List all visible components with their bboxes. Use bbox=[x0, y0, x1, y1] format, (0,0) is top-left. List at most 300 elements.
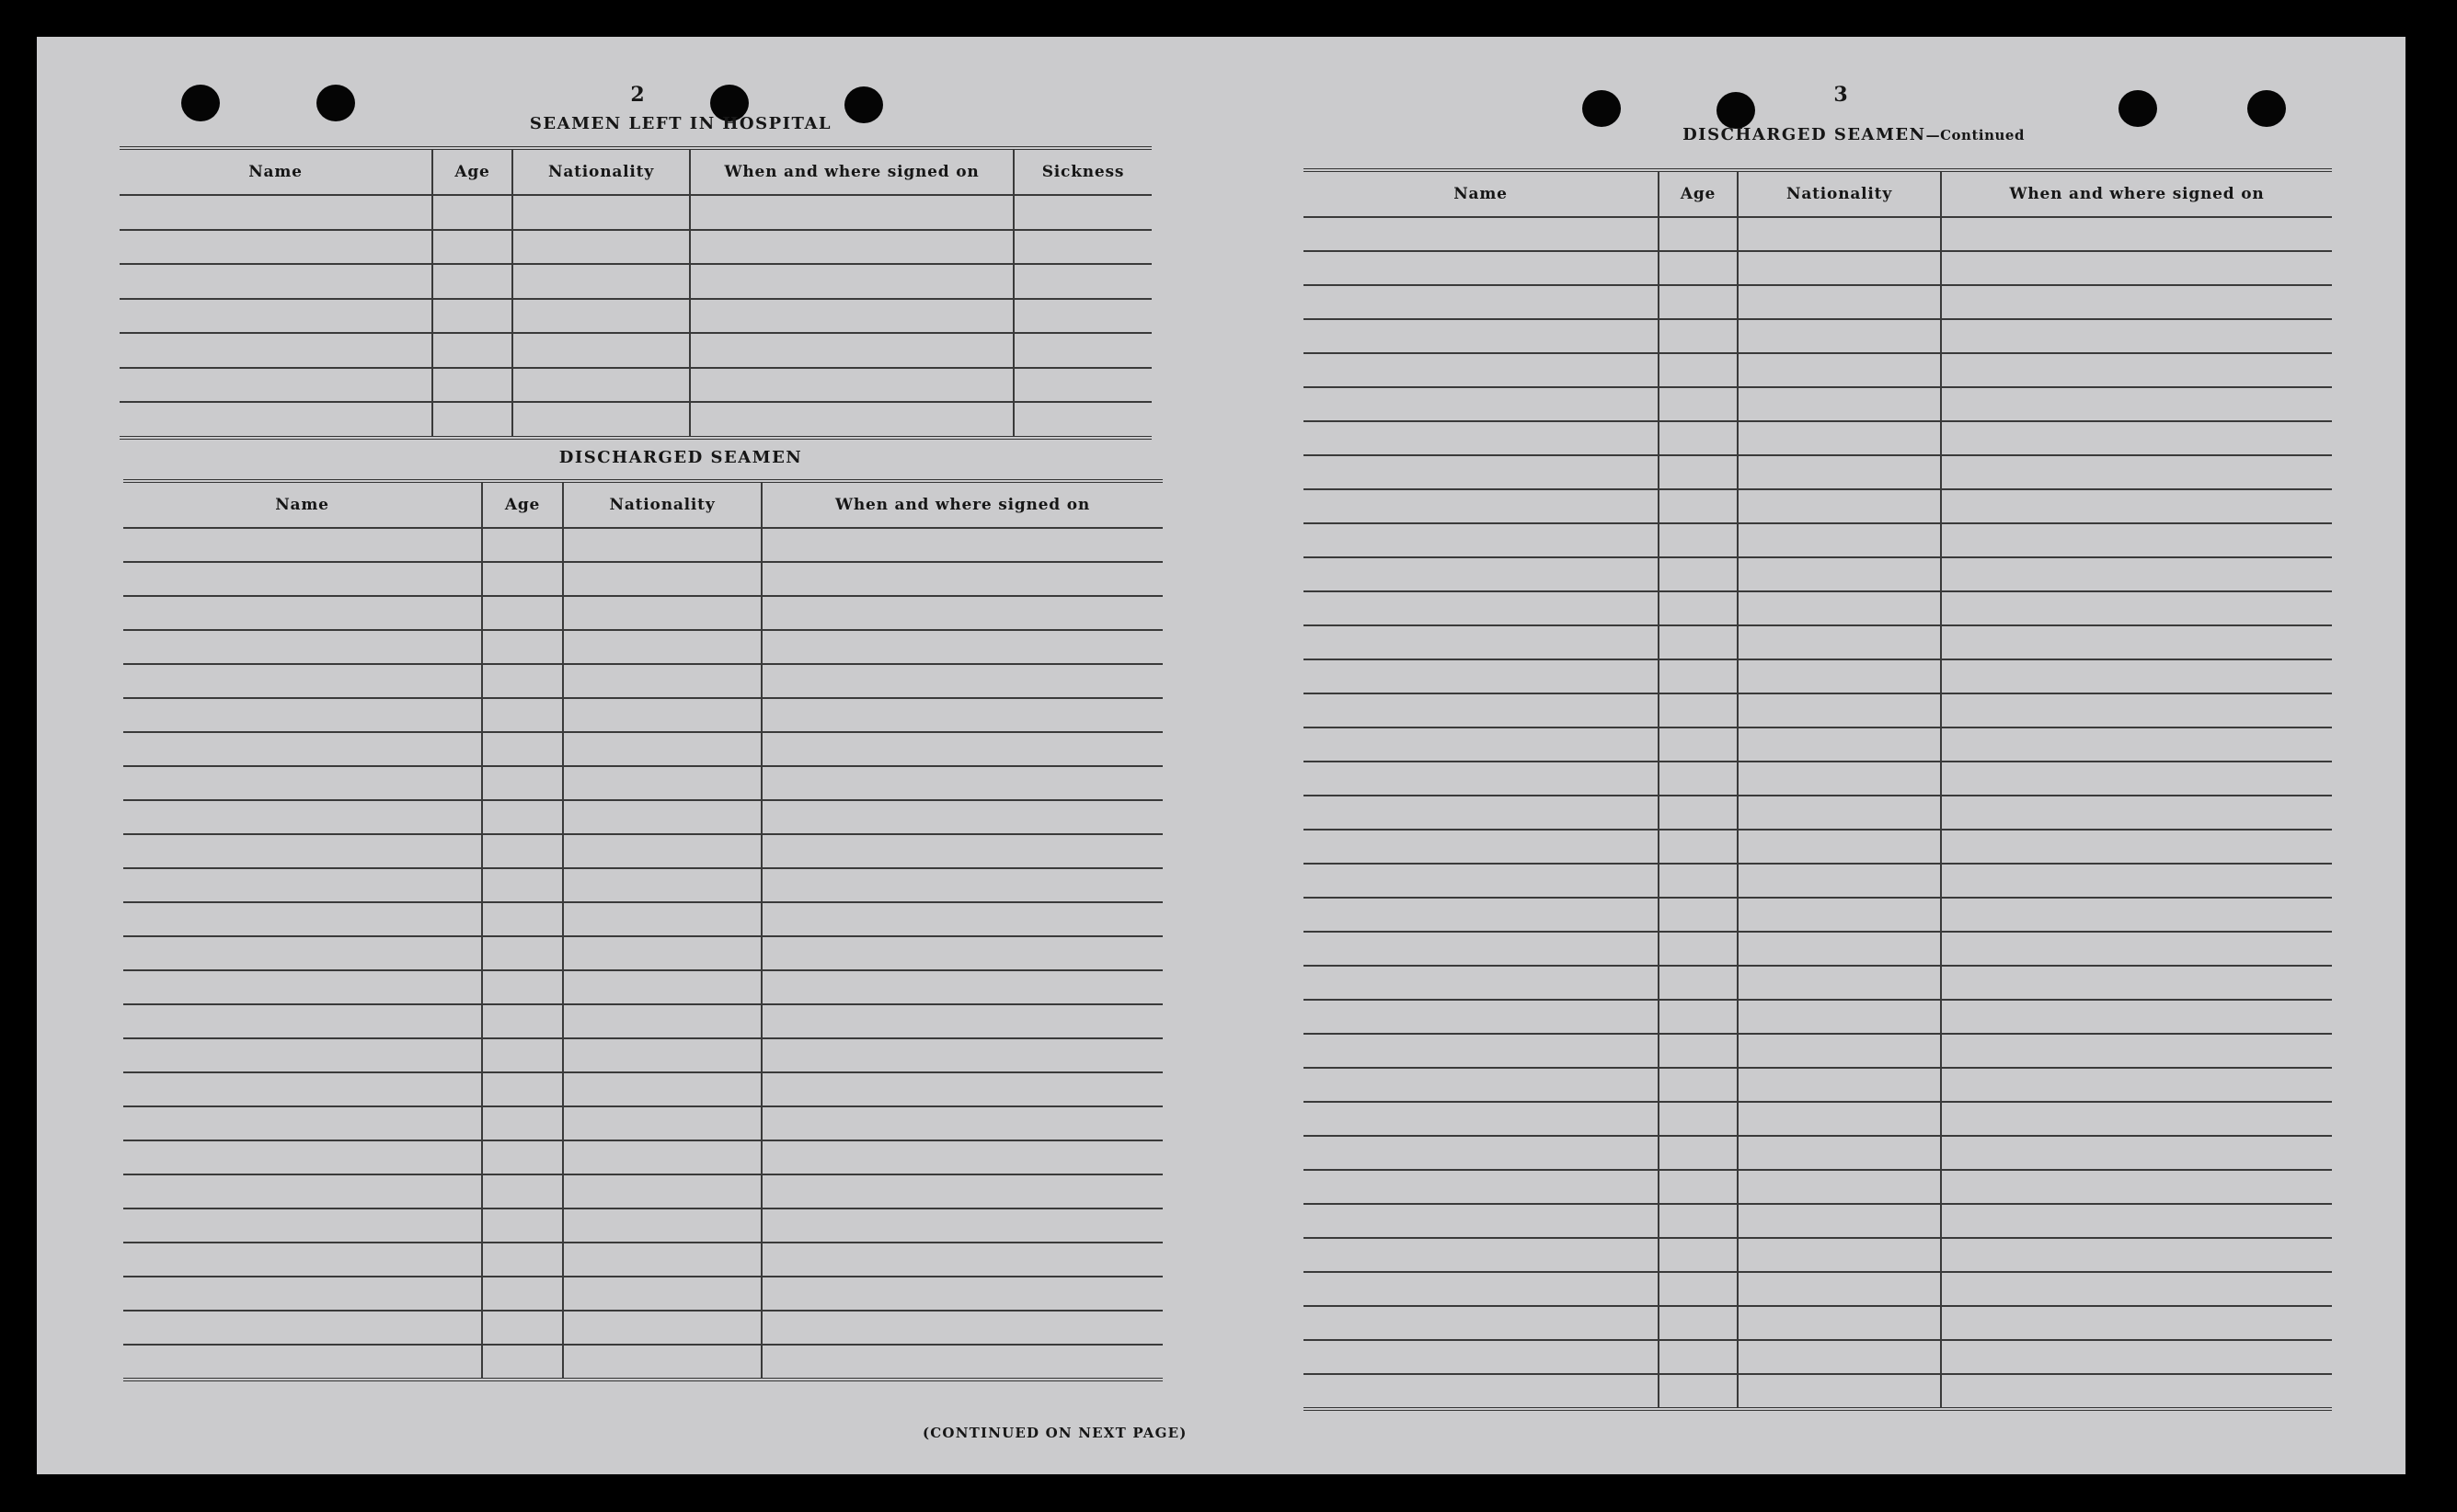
table-row bbox=[120, 402, 1152, 438]
punch-hole bbox=[1582, 90, 1621, 127]
blank-cell bbox=[1659, 1238, 1738, 1272]
blank-cell bbox=[123, 528, 482, 562]
column-header-nationality: Nationality bbox=[512, 148, 690, 195]
column-header-age: Age bbox=[432, 148, 512, 195]
blank-cell bbox=[482, 1277, 563, 1311]
table-row bbox=[1303, 1034, 2332, 1068]
blank-cell bbox=[1738, 217, 1941, 251]
blank-cell bbox=[512, 230, 690, 265]
blank-cell bbox=[1941, 762, 2332, 796]
blank-cell bbox=[1738, 966, 1941, 1000]
blank-cell bbox=[690, 195, 1014, 230]
table-row bbox=[123, 1277, 1163, 1311]
blank-cell bbox=[1738, 557, 1941, 591]
blank-cell bbox=[482, 800, 563, 834]
blank-cell bbox=[1941, 217, 2332, 251]
blank-cell bbox=[1659, 1136, 1738, 1170]
blank-cell bbox=[563, 1004, 762, 1038]
blank-cell bbox=[563, 528, 762, 562]
table-row bbox=[123, 1208, 1163, 1243]
column-header-age: Age bbox=[1659, 170, 1738, 217]
table-row bbox=[123, 970, 1163, 1004]
blank-cell bbox=[762, 1345, 1163, 1380]
blank-cell bbox=[690, 264, 1014, 299]
blank-cell bbox=[1941, 523, 2332, 557]
table-row bbox=[123, 834, 1163, 868]
blank-cell bbox=[1659, 523, 1738, 557]
blank-cell bbox=[762, 1277, 1163, 1311]
blank-cell bbox=[123, 1277, 482, 1311]
blank-cell bbox=[1738, 1068, 1941, 1102]
blank-cell bbox=[1303, 898, 1659, 932]
column-header-name: Name bbox=[1303, 170, 1659, 217]
table-row bbox=[1303, 353, 2332, 387]
table-row bbox=[1303, 1102, 2332, 1136]
table-row bbox=[1303, 966, 2332, 1000]
blank-cell bbox=[1659, 455, 1738, 489]
blank-cell bbox=[1659, 217, 1738, 251]
column-header-name: Name bbox=[123, 481, 482, 528]
blank-cell bbox=[120, 368, 432, 403]
table-row bbox=[1303, 796, 2332, 830]
blank-cell bbox=[482, 1311, 563, 1345]
blank-cell bbox=[512, 333, 690, 368]
blank-cell bbox=[1303, 591, 1659, 625]
blank-cell bbox=[762, 630, 1163, 664]
blank-cell bbox=[1303, 319, 1659, 353]
table-row bbox=[1303, 898, 2332, 932]
blank-cell bbox=[1659, 796, 1738, 830]
blank-cell bbox=[123, 1004, 482, 1038]
blank-cell bbox=[482, 630, 563, 664]
blank-cell bbox=[482, 868, 563, 902]
blank-cell bbox=[482, 936, 563, 970]
table-row bbox=[1303, 1374, 2332, 1409]
blank-cell bbox=[563, 1106, 762, 1140]
table-row bbox=[120, 368, 1152, 403]
blank-cell bbox=[1303, 830, 1659, 864]
blank-cell bbox=[1941, 591, 2332, 625]
blank-cell bbox=[563, 970, 762, 1004]
blank-cell bbox=[432, 333, 512, 368]
blank-cell bbox=[1659, 591, 1738, 625]
blank-cell bbox=[482, 1243, 563, 1277]
blank-cell bbox=[1303, 1068, 1659, 1102]
blank-cell bbox=[482, 902, 563, 936]
blank-cell bbox=[1659, 966, 1738, 1000]
blank-cell bbox=[1941, 693, 2332, 727]
blank-cell bbox=[1738, 1170, 1941, 1204]
table-row bbox=[1303, 1170, 2332, 1204]
blank-cell bbox=[1303, 1306, 1659, 1340]
discharged-rows-right bbox=[1303, 217, 2332, 1409]
table-row bbox=[1303, 489, 2332, 523]
blank-cell bbox=[563, 766, 762, 800]
table-row bbox=[123, 698, 1163, 732]
blank-cell bbox=[1014, 333, 1152, 368]
discharged-table-left bbox=[123, 479, 1163, 1381]
table-row bbox=[1303, 285, 2332, 319]
table-row bbox=[120, 195, 1152, 230]
blank-cell bbox=[1659, 1374, 1738, 1409]
blank-cell bbox=[1303, 864, 1659, 898]
hospital-rows bbox=[120, 195, 1152, 438]
blank-cell bbox=[123, 1208, 482, 1243]
blank-cell bbox=[762, 1038, 1163, 1072]
blank-cell bbox=[123, 732, 482, 766]
blank-cell bbox=[1738, 762, 1941, 796]
blank-cell bbox=[1738, 489, 1941, 523]
blank-cell bbox=[1941, 387, 2332, 421]
blank-cell bbox=[1659, 898, 1738, 932]
blank-cell bbox=[1659, 1068, 1738, 1102]
blank-cell bbox=[123, 766, 482, 800]
blank-cell bbox=[432, 368, 512, 403]
blank-cell bbox=[123, 1072, 482, 1106]
blank-cell bbox=[123, 1174, 482, 1208]
blank-cell bbox=[1738, 523, 1941, 557]
blank-cell bbox=[762, 664, 1163, 698]
blank-cell bbox=[762, 1174, 1163, 1208]
blank-cell bbox=[512, 402, 690, 438]
blank-cell bbox=[563, 800, 762, 834]
table-row bbox=[1303, 387, 2332, 421]
blank-cell bbox=[1941, 727, 2332, 762]
blank-cell bbox=[1303, 727, 1659, 762]
blank-cell bbox=[1738, 1272, 1941, 1306]
punch-hole bbox=[2247, 90, 2286, 127]
blank-cell bbox=[1738, 319, 1941, 353]
table-row bbox=[1303, 1000, 2332, 1034]
blank-cell bbox=[120, 230, 432, 265]
blank-cell bbox=[1303, 285, 1659, 319]
blank-cell bbox=[1303, 387, 1659, 421]
punch-hole bbox=[2118, 90, 2157, 127]
blank-cell bbox=[1738, 898, 1941, 932]
blank-cell bbox=[690, 333, 1014, 368]
blank-cell bbox=[563, 596, 762, 630]
blank-cell bbox=[123, 1038, 482, 1072]
column-header-sickness: Sickness bbox=[1014, 148, 1152, 195]
blank-cell bbox=[1659, 353, 1738, 387]
blank-cell bbox=[1738, 1238, 1941, 1272]
blank-cell bbox=[1659, 285, 1738, 319]
blank-cell bbox=[563, 562, 762, 596]
blank-cell bbox=[1738, 455, 1941, 489]
table-row bbox=[123, 766, 1163, 800]
blank-cell bbox=[1738, 421, 1941, 455]
table-row bbox=[123, 1311, 1163, 1345]
blank-cell bbox=[1738, 727, 1941, 762]
blank-cell bbox=[1303, 455, 1659, 489]
blank-cell bbox=[762, 1208, 1163, 1243]
blank-cell bbox=[1303, 1272, 1659, 1306]
page-number-right: 3 bbox=[1833, 83, 1848, 107]
blank-cell bbox=[1941, 251, 2332, 285]
table-row bbox=[123, 664, 1163, 698]
blank-cell bbox=[1738, 1204, 1941, 1238]
blank-cell bbox=[563, 1208, 762, 1243]
discharged-continued-title-text: DISCHARGED SEAMEN bbox=[1682, 125, 1926, 144]
blank-cell bbox=[1941, 659, 2332, 693]
blank-cell bbox=[482, 596, 563, 630]
blank-cell bbox=[1738, 591, 1941, 625]
continued-suffix: —Continued bbox=[1925, 127, 2025, 143]
table-row bbox=[123, 596, 1163, 630]
blank-cell bbox=[1303, 659, 1659, 693]
blank-cell bbox=[1303, 1170, 1659, 1204]
blank-cell bbox=[1303, 1238, 1659, 1272]
blank-cell bbox=[1941, 1204, 2332, 1238]
blank-cell bbox=[1303, 421, 1659, 455]
blank-cell bbox=[1738, 1306, 1941, 1340]
table-row bbox=[123, 1004, 1163, 1038]
blank-cell bbox=[563, 1174, 762, 1208]
blank-cell bbox=[1659, 1170, 1738, 1204]
blank-cell bbox=[1738, 864, 1941, 898]
blank-cell bbox=[1014, 264, 1152, 299]
table-row bbox=[1303, 557, 2332, 591]
blank-cell bbox=[1941, 455, 2332, 489]
blank-cell bbox=[1941, 1238, 2332, 1272]
blank-cell bbox=[1303, 1000, 1659, 1034]
table-row bbox=[1303, 455, 2332, 489]
blank-cell bbox=[123, 834, 482, 868]
blank-cell bbox=[1303, 625, 1659, 659]
blank-cell bbox=[1941, 1170, 2332, 1204]
blank-cell bbox=[563, 834, 762, 868]
blank-cell bbox=[1303, 557, 1659, 591]
table-row bbox=[123, 1174, 1163, 1208]
blank-cell bbox=[1941, 864, 2332, 898]
blank-cell bbox=[120, 333, 432, 368]
table-row bbox=[123, 800, 1163, 834]
table-row bbox=[123, 1106, 1163, 1140]
blank-cell bbox=[762, 1072, 1163, 1106]
table-row bbox=[123, 1038, 1163, 1072]
blank-cell bbox=[1659, 319, 1738, 353]
blank-cell bbox=[123, 664, 482, 698]
blank-cell bbox=[762, 528, 1163, 562]
blank-cell bbox=[1303, 762, 1659, 796]
blank-cell bbox=[762, 800, 1163, 834]
table-row bbox=[1303, 591, 2332, 625]
blank-cell bbox=[1738, 1034, 1941, 1068]
blank-cell bbox=[1738, 285, 1941, 319]
blank-cell bbox=[1014, 402, 1152, 438]
blank-cell bbox=[762, 732, 1163, 766]
blank-cell bbox=[762, 1243, 1163, 1277]
blank-cell bbox=[1941, 557, 2332, 591]
table-row bbox=[1303, 727, 2332, 762]
table-row bbox=[123, 1140, 1163, 1174]
table-row bbox=[1303, 1238, 2332, 1272]
blank-cell bbox=[1303, 1102, 1659, 1136]
blank-cell bbox=[1738, 932, 1941, 966]
blank-cell bbox=[1014, 230, 1152, 265]
blank-cell bbox=[1738, 251, 1941, 285]
blank-cell bbox=[1738, 625, 1941, 659]
table-row bbox=[123, 1243, 1163, 1277]
blank-cell bbox=[1941, 1000, 2332, 1034]
table-row bbox=[1303, 251, 2332, 285]
blank-cell bbox=[123, 1345, 482, 1380]
blank-cell bbox=[120, 402, 432, 438]
blank-cell bbox=[123, 630, 482, 664]
blank-cell bbox=[123, 596, 482, 630]
table-row bbox=[1303, 830, 2332, 864]
blank-cell bbox=[762, 596, 1163, 630]
blank-cell bbox=[432, 264, 512, 299]
blank-cell bbox=[123, 902, 482, 936]
blank-cell bbox=[1941, 353, 2332, 387]
discharged-table-right bbox=[1303, 168, 2332, 1411]
table-row bbox=[123, 1345, 1163, 1380]
punch-hole bbox=[181, 85, 220, 121]
blank-cell bbox=[762, 1311, 1163, 1345]
blank-cell bbox=[563, 664, 762, 698]
blank-cell bbox=[1303, 1204, 1659, 1238]
blank-cell bbox=[123, 868, 482, 902]
blank-cell bbox=[1303, 217, 1659, 251]
blank-cell bbox=[1738, 1374, 1941, 1409]
ledger-sheet bbox=[37, 37, 2405, 1474]
table-row bbox=[1303, 659, 2332, 693]
table-row bbox=[123, 936, 1163, 970]
blank-cell bbox=[1303, 489, 1659, 523]
blank-cell bbox=[563, 936, 762, 970]
blank-cell bbox=[563, 902, 762, 936]
blank-cell bbox=[1303, 966, 1659, 1000]
blank-cell bbox=[690, 402, 1014, 438]
blank-cell bbox=[432, 299, 512, 334]
column-header-signed-on: When and where signed on bbox=[762, 481, 1163, 528]
blank-cell bbox=[1659, 1204, 1738, 1238]
blank-cell bbox=[1303, 693, 1659, 727]
blank-cell bbox=[482, 1208, 563, 1243]
blank-cell bbox=[1659, 1102, 1738, 1136]
blank-cell bbox=[1941, 1136, 2332, 1170]
blank-cell bbox=[1941, 1340, 2332, 1374]
table-row bbox=[1303, 762, 2332, 796]
blank-cell bbox=[512, 264, 690, 299]
table-row bbox=[1303, 523, 2332, 557]
blank-cell bbox=[123, 1311, 482, 1345]
blank-cell bbox=[762, 970, 1163, 1004]
blank-cell bbox=[1941, 285, 2332, 319]
discharged-section-title: DISCHARGED SEAMEN bbox=[558, 448, 803, 467]
blank-cell bbox=[1941, 796, 2332, 830]
blank-cell bbox=[690, 299, 1014, 334]
blank-cell bbox=[1303, 1136, 1659, 1170]
blank-cell bbox=[1738, 830, 1941, 864]
blank-cell bbox=[482, 1345, 563, 1380]
blank-cell bbox=[563, 630, 762, 664]
blank-cell bbox=[482, 766, 563, 800]
continued-note: (CONTINUED ON NEXT PAGE) bbox=[923, 1425, 1188, 1441]
blank-cell bbox=[690, 230, 1014, 265]
table-row bbox=[1303, 625, 2332, 659]
blank-cell bbox=[762, 766, 1163, 800]
blank-cell bbox=[1738, 1000, 1941, 1034]
blank-cell bbox=[482, 1106, 563, 1140]
column-header-signed-on: When and where signed on bbox=[1941, 170, 2332, 217]
blank-cell bbox=[1738, 1102, 1941, 1136]
blank-cell bbox=[1659, 693, 1738, 727]
blank-cell bbox=[1014, 195, 1152, 230]
blank-cell bbox=[1659, 762, 1738, 796]
blank-cell bbox=[563, 1072, 762, 1106]
table-row bbox=[1303, 693, 2332, 727]
blank-cell bbox=[1738, 1136, 1941, 1170]
column-header-signed-on: When and where signed on bbox=[690, 148, 1014, 195]
blank-cell bbox=[482, 1038, 563, 1072]
table-row bbox=[123, 528, 1163, 562]
blank-cell bbox=[762, 562, 1163, 596]
blank-cell bbox=[563, 1243, 762, 1277]
column-header-age: Age bbox=[482, 481, 563, 528]
blank-cell bbox=[762, 698, 1163, 732]
table-row bbox=[1303, 932, 2332, 966]
blank-cell bbox=[1303, 353, 1659, 387]
discharged-continued-title bbox=[1532, 125, 2176, 144]
blank-cell bbox=[123, 698, 482, 732]
table-row bbox=[1303, 1306, 2332, 1340]
table-row bbox=[120, 230, 1152, 265]
blank-cell bbox=[123, 1140, 482, 1174]
blank-cell bbox=[1659, 557, 1738, 591]
blank-cell bbox=[762, 1140, 1163, 1174]
blank-cell bbox=[1659, 251, 1738, 285]
blank-cell bbox=[1738, 1340, 1941, 1374]
blank-cell bbox=[1659, 387, 1738, 421]
blank-cell bbox=[1659, 1000, 1738, 1034]
table-row bbox=[123, 868, 1163, 902]
column-header-nationality: Nationality bbox=[563, 481, 762, 528]
blank-cell bbox=[1303, 932, 1659, 966]
blank-cell bbox=[482, 1004, 563, 1038]
blank-cell bbox=[432, 195, 512, 230]
blank-cell bbox=[120, 299, 432, 334]
blank-cell bbox=[563, 732, 762, 766]
blank-cell bbox=[1941, 1068, 2332, 1102]
blank-cell bbox=[482, 562, 563, 596]
blank-cell bbox=[1303, 1034, 1659, 1068]
blank-cell bbox=[482, 834, 563, 868]
blank-cell bbox=[1659, 864, 1738, 898]
blank-cell bbox=[1941, 1374, 2332, 1409]
blank-cell bbox=[1659, 727, 1738, 762]
blank-cell bbox=[1659, 1306, 1738, 1340]
table-row bbox=[1303, 217, 2332, 251]
blank-cell bbox=[1303, 251, 1659, 285]
table-row bbox=[1303, 1204, 2332, 1238]
blank-cell bbox=[482, 1072, 563, 1106]
blank-cell bbox=[482, 1140, 563, 1174]
blank-cell bbox=[1941, 898, 2332, 932]
blank-cell bbox=[1941, 932, 2332, 966]
blank-cell bbox=[512, 368, 690, 403]
blank-cell bbox=[1738, 693, 1941, 727]
blank-cell bbox=[432, 230, 512, 265]
blank-cell bbox=[1303, 523, 1659, 557]
hospital-section-title: SEAMEN LEFT IN HOSPITAL bbox=[529, 114, 832, 133]
blank-cell bbox=[563, 1140, 762, 1174]
blank-cell bbox=[482, 970, 563, 1004]
blank-cell bbox=[762, 868, 1163, 902]
blank-cell bbox=[123, 800, 482, 834]
blank-cell bbox=[762, 1106, 1163, 1140]
